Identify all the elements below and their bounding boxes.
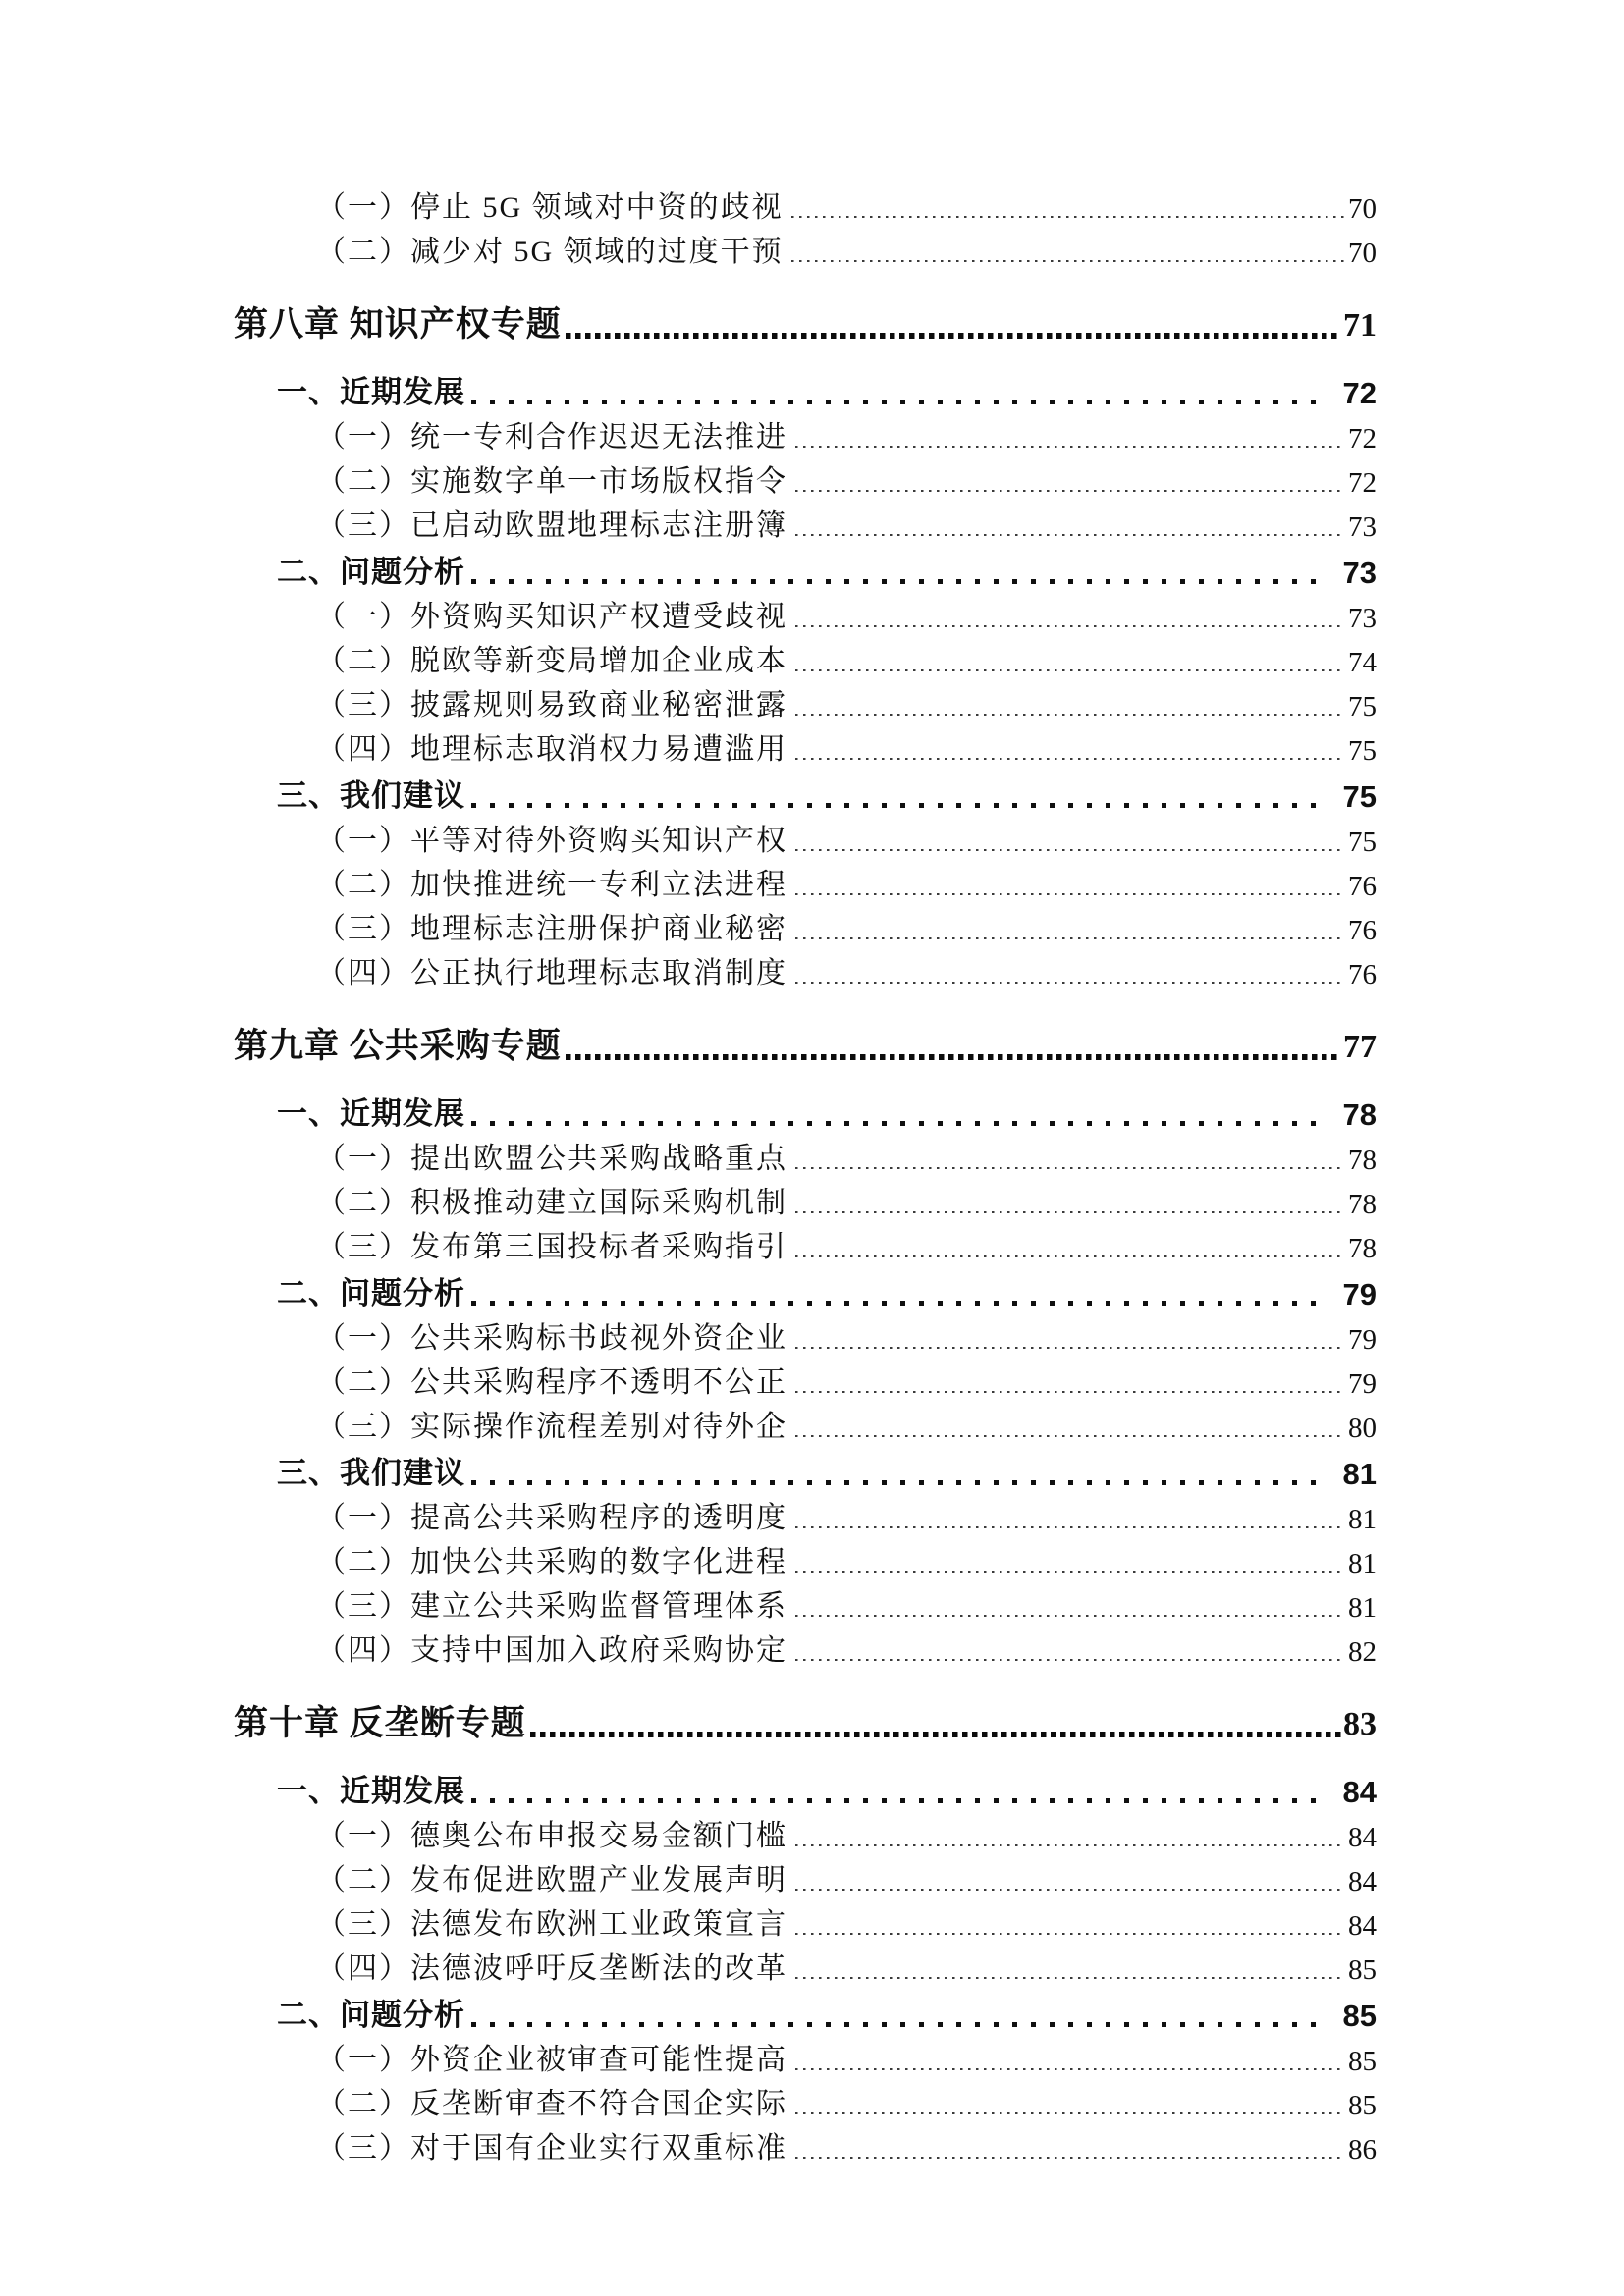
dotted-leader	[795, 1166, 1344, 1169]
toc-entry-chapter[interactable]	[234, 295, 1377, 347]
toc-entry-sub[interactable]	[316, 1358, 1377, 1402]
dotted-leader	[795, 668, 1344, 671]
toc-entry-page-number: 84	[1348, 1910, 1377, 1942]
dotted-leader	[791, 215, 1344, 218]
toc-entry-sub[interactable]	[316, 816, 1377, 860]
toc-entry-page-number: 72	[1348, 423, 1377, 454]
toc-entry-label: （二）积极推动建立国际采购机制	[316, 1187, 787, 1219]
toc-entry-page-number: 78	[1348, 1145, 1377, 1176]
toc-entry-sub[interactable]	[316, 948, 1377, 992]
toc-entry-sub[interactable]	[316, 860, 1377, 904]
toc-entry-label: （二）加快推进统一专利立法进程	[316, 869, 787, 901]
toc-entry-label: （三）已启动欧盟地理标志注册簿	[316, 509, 787, 542]
dotted-leader	[795, 445, 1344, 448]
toc-entry-label: （三）法德发布欧洲工业政策宣言	[316, 1908, 787, 1941]
dotted-leader	[795, 1525, 1344, 1528]
toc-entry-label: 第八章 知识产权专题	[234, 305, 562, 344]
toc-entry-section[interactable]	[277, 1764, 1377, 1811]
dotted-leader	[791, 259, 1344, 262]
toc-entry-section[interactable]	[277, 1446, 1377, 1493]
toc-entry-section[interactable]	[277, 1988, 1377, 2035]
toc-entry-sub[interactable]	[316, 1581, 1377, 1626]
dotted-leader	[471, 1798, 1326, 1803]
dotted-leader	[795, 1976, 1344, 1979]
dotted-leader	[795, 981, 1344, 984]
toc-entry-label: （二）加快公共采购的数字化进程	[316, 1546, 787, 1578]
toc-entry-chapter[interactable]	[234, 1017, 1377, 1068]
toc-entry-page-number: 86	[1348, 2134, 1377, 2165]
dotted-leader	[795, 1570, 1344, 1573]
dotted-leader	[566, 333, 1341, 339]
toc-entry-page-number: 76	[1348, 959, 1377, 990]
toc-entry-section[interactable]	[277, 1087, 1377, 1134]
toc-entry-page-number: 72	[1348, 467, 1377, 499]
toc-entry-sub[interactable]	[316, 456, 1377, 501]
dotted-leader	[795, 1255, 1344, 1257]
toc-entry-label: 第九章 公共采购专题	[234, 1027, 562, 1065]
toc-entry-label: （二）实施数字单一市场版权指令	[316, 465, 787, 498]
toc-entry-page-number: 78	[1348, 1233, 1377, 1264]
toc-entry-label: 三、我们建议	[277, 778, 465, 813]
toc-entry-page-number: 75	[1348, 827, 1377, 858]
toc-entry-page-number: 80	[1348, 1413, 1377, 1444]
toc-entry-page-number: 76	[1348, 915, 1377, 946]
toc-entry-label: （一）平等对待外资购买知识产权	[316, 825, 787, 857]
dotted-leader	[795, 1658, 1344, 1661]
toc-entry-sub[interactable]	[316, 501, 1377, 545]
toc-entry-chapter[interactable]	[234, 1694, 1377, 1745]
dotted-leader	[795, 1210, 1344, 1213]
toc-entry-label: （一）德奥公布申报交易金额门槛	[316, 1820, 787, 1852]
toc-entry-page-number: 78	[1348, 1189, 1377, 1220]
toc-entry-label: （四）支持中国加入政府采购协定	[316, 1634, 787, 1667]
dotted-leader	[566, 1054, 1341, 1060]
toc-entry-page-number: 79	[1342, 1277, 1377, 1311]
toc-entry-sub[interactable]	[316, 2123, 1377, 2167]
dotted-leader	[795, 2067, 1344, 2070]
toc-entry-page-number: 79	[1348, 1368, 1377, 1400]
dotted-leader	[471, 2022, 1326, 2027]
toc-entry-page-number: 73	[1348, 511, 1377, 543]
dotted-leader	[795, 1614, 1344, 1617]
toc-entry-label: （一）公共采购标书歧视外资企业	[316, 1322, 787, 1355]
dotted-leader	[795, 713, 1344, 716]
dotted-leader	[795, 1346, 1344, 1349]
dotted-leader	[795, 2111, 1344, 2114]
toc-entry-sub[interactable]	[316, 1402, 1377, 1446]
toc-entry-sub[interactable]	[316, 1313, 1377, 1358]
toc-entry-label: 二、问题分析	[277, 1276, 465, 1310]
toc-entry-sub[interactable]	[316, 592, 1377, 636]
toc-entry-sub[interactable]	[316, 1537, 1377, 1581]
toc-entry-section[interactable]	[277, 365, 1377, 412]
dotted-leader	[471, 579, 1326, 584]
toc-entry-page-number: 78	[1342, 1097, 1377, 1132]
toc-entry-label: 一、近期发展	[277, 375, 465, 409]
toc-entry-label: 一、近期发展	[277, 1096, 465, 1131]
toc-entry-page-number: 71	[1343, 307, 1377, 344]
dotted-leader	[795, 848, 1344, 851]
toc-entry-label: （一）外资购买知识产权遭受歧视	[316, 601, 787, 633]
toc-entry-sub[interactable]	[316, 904, 1377, 948]
dotted-leader	[795, 2156, 1344, 2159]
toc-entry-sub[interactable]	[316, 1855, 1377, 1899]
toc-entry-sub[interactable]	[316, 1178, 1377, 1222]
toc-entry-page-number: 82	[1348, 1636, 1377, 1668]
dotted-leader	[471, 1480, 1326, 1485]
dotted-leader	[795, 1932, 1344, 1935]
toc-entry-page-number: 84	[1342, 1775, 1377, 1809]
toc-entry-sub[interactable]	[316, 227, 1377, 271]
toc-entry-page-number: 77	[1343, 1029, 1377, 1065]
toc-entry-page-number: 79	[1348, 1324, 1377, 1356]
toc-entry-label: （四）公正执行地理标志取消制度	[316, 957, 787, 989]
toc-entry-label: （二）反垄断审查不符合国企实际	[316, 2088, 787, 2120]
toc-entry-label: 第十章 反垄断专题	[234, 1704, 526, 1742]
toc-entry-sub[interactable]	[316, 1222, 1377, 1266]
dotted-leader	[471, 1121, 1326, 1126]
toc-entry-sub[interactable]	[316, 636, 1377, 680]
toc-entry-label: （三）披露规则易致商业秘密泄露	[316, 689, 787, 721]
dotted-leader	[795, 1843, 1344, 1846]
toc-entry-page-number: 73	[1342, 556, 1377, 590]
toc-entry-page-number: 85	[1348, 2046, 1377, 2077]
toc-entry-page-number: 81	[1348, 1504, 1377, 1535]
toc-entry-sub[interactable]	[316, 412, 1377, 456]
dotted-leader	[795, 1434, 1344, 1437]
dotted-leader	[471, 1301, 1326, 1306]
toc-entry-label: 二、问题分析	[277, 1998, 465, 2032]
dotted-leader	[530, 1732, 1341, 1737]
toc-entry-page-number: 76	[1348, 871, 1377, 902]
toc-entry-page-number: 70	[1348, 193, 1377, 225]
dotted-leader	[795, 757, 1344, 760]
toc-entry-page-number: 75	[1348, 691, 1377, 722]
toc-entry-label: （一）提出欧盟公共采购战略重点	[316, 1143, 787, 1175]
toc-entry-page-number: 81	[1342, 1457, 1377, 1491]
toc-entry-page-number: 81	[1348, 1548, 1377, 1579]
dotted-leader	[795, 489, 1344, 492]
dotted-leader	[471, 803, 1326, 808]
toc-entry-page-number: 85	[1342, 1999, 1377, 2033]
toc-entry-sub[interactable]	[316, 1493, 1377, 1537]
dotted-leader	[795, 1888, 1344, 1891]
toc-entry-section[interactable]	[277, 545, 1377, 592]
toc-entry-sub[interactable]	[316, 680, 1377, 724]
toc-entry-page-number: 83	[1343, 1706, 1377, 1742]
toc-entry-section[interactable]	[277, 1266, 1377, 1313]
toc-entry-page-number: 75	[1348, 735, 1377, 767]
toc-entry-sub[interactable]	[316, 1811, 1377, 1855]
toc-entry-sub[interactable]	[316, 2035, 1377, 2079]
toc-entry-label: （二）发布促进欧盟产业发展声明	[316, 1864, 787, 1896]
toc-entry-page-number: 84	[1348, 1866, 1377, 1897]
toc-entry-sub[interactable]	[316, 1899, 1377, 1944]
toc-entry-page-number: 85	[1348, 1954, 1377, 1986]
toc-entry-sub[interactable]	[316, 1944, 1377, 1988]
toc-entry-page-number: 84	[1348, 1822, 1377, 1853]
toc-entry-section[interactable]	[277, 769, 1377, 816]
toc-entry-page-number: 85	[1348, 2090, 1377, 2121]
toc-entry-label: （二）脱欧等新变局增加企业成本	[316, 645, 787, 677]
toc-entry-label: （二）公共采购程序不透明不公正	[316, 1366, 787, 1399]
toc-entry-page-number: 74	[1348, 647, 1377, 678]
toc-list	[234, 183, 1377, 2167]
toc-entry-label: （四）地理标志取消权力易遭滥用	[316, 733, 787, 766]
toc-entry-sub[interactable]	[316, 1134, 1377, 1178]
toc-entry-label: （三）实际操作流程差别对待外企	[316, 1411, 787, 1443]
toc-entry-label: （一）停止 5G 领域对中资的歧视	[316, 191, 784, 224]
toc-entry-page-number: 70	[1348, 238, 1377, 269]
toc-entry-label: （二）减少对 5G 领域的过度干预	[316, 236, 784, 268]
toc-entry-label: 一、近期发展	[277, 1774, 465, 1808]
toc-entry-page-number: 81	[1348, 1592, 1377, 1624]
toc-entry-label: （三）建立公共采购监督管理体系	[316, 1590, 787, 1623]
toc-entry-label: （三）地理标志注册保护商业秘密	[316, 913, 787, 945]
toc-entry-label: （一）外资企业被审查可能性提高	[316, 2044, 787, 2076]
toc-entry-label: （一）提高公共采购程序的透明度	[316, 1502, 787, 1534]
toc-entry-label: （三）对于国有企业实行双重标准	[316, 2132, 787, 2164]
dotted-leader	[471, 400, 1326, 404]
dotted-leader	[795, 892, 1344, 895]
toc-entry-label: （三）发布第三国投标者采购指引	[316, 1231, 787, 1263]
toc-entry-label: （一）统一专利合作迟迟无法推进	[316, 421, 787, 454]
toc-entry-label: 二、问题分析	[277, 555, 465, 589]
toc-entry-sub[interactable]	[316, 183, 1377, 227]
toc-entry-label: （四）法德波呼吁反垄断法的改革	[316, 1952, 787, 1985]
dotted-leader	[795, 624, 1344, 627]
dotted-leader	[795, 936, 1344, 939]
toc-entry-sub[interactable]	[316, 1626, 1377, 1670]
toc-entry-label: 三、我们建议	[277, 1456, 465, 1490]
dotted-leader	[795, 533, 1344, 536]
dotted-leader	[795, 1390, 1344, 1393]
toc-entry-page-number: 75	[1342, 779, 1377, 814]
toc-entry-page-number: 72	[1342, 376, 1377, 410]
toc-entry-sub[interactable]	[316, 2079, 1377, 2123]
toc-entry-page-number: 73	[1348, 603, 1377, 634]
toc-entry-sub[interactable]	[316, 724, 1377, 769]
